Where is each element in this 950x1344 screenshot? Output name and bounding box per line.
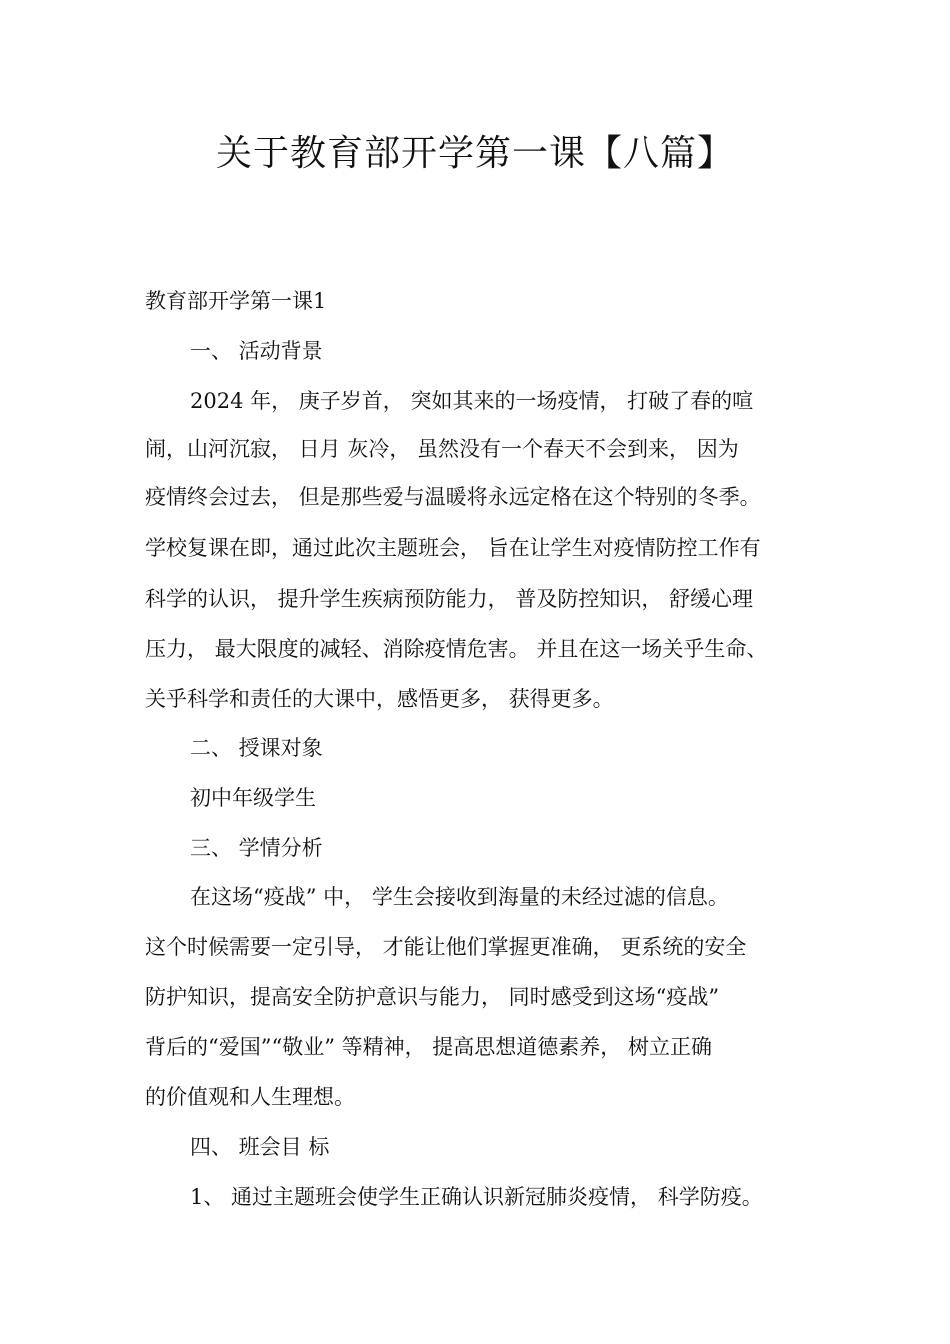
paragraph-line: 这个时候需要一定引导， 才能让他们掌握更准确， 更系统的安全 [145,935,747,959]
document-title: 关于教育部开学第一课【八篇】 [215,133,734,174]
heading-activity-background: 一、 活动背景 [190,339,323,363]
paragraph-line: 科学的认识， 提升学生疾病预防能力， 普及防控知识， 舒缓心理 [145,587,754,611]
paragraph-line: 防护知识，提高安全防护意识与能力， 同时感受到这场“疫战” [145,985,720,1009]
paragraph-line: 压力， 最大限度的减轻、消除疫情危害。 并且在这一场关乎生命、 [145,637,768,661]
heading-goals: 四、 班会目 标 [190,1135,330,1159]
section-heading: 教育部开学第一课1 [145,289,327,313]
paragraph-line: 在这场“疫战” 中， 学生会接收到海量的未经过滤的信息。 [190,885,729,909]
paragraph-line: 初中年级学生 [190,786,316,810]
paragraph-line: 2024 年， 庚子岁首， 突如其来的一场疫情， 打破了春的喧 [190,389,754,413]
paragraph-line: 的价值观和人生理想。 [145,1085,355,1109]
paragraph-line: 疫情终会过去， 但是那些爱与温暖将永远定格在这个特别的冬季。 [145,485,761,509]
paragraph-line: 关乎科学和责任的大课中，感悟更多， 获得更多。 [145,687,614,711]
paragraph-line: 学校复课在即，通过此次主题班会， 旨在让学生对疫情防控工作有 [145,536,761,560]
paragraph-line: 1、 通过主题班会使学生正确认识新冠肺炎疫情， 科学防疫。 [190,1185,763,1209]
heading-audience: 二、 授课对象 [190,736,323,760]
heading-analysis: 三、 学情分析 [190,836,323,860]
paragraph-line: 闹，山河沉寂， 日月 灰冷， 虽然没有一个春天不会到来， 因为 [145,437,739,461]
paragraph-line: 背后的“爱国”“敬业” 等精神， 提高思想道德素养， 树立正确 [145,1035,712,1059]
